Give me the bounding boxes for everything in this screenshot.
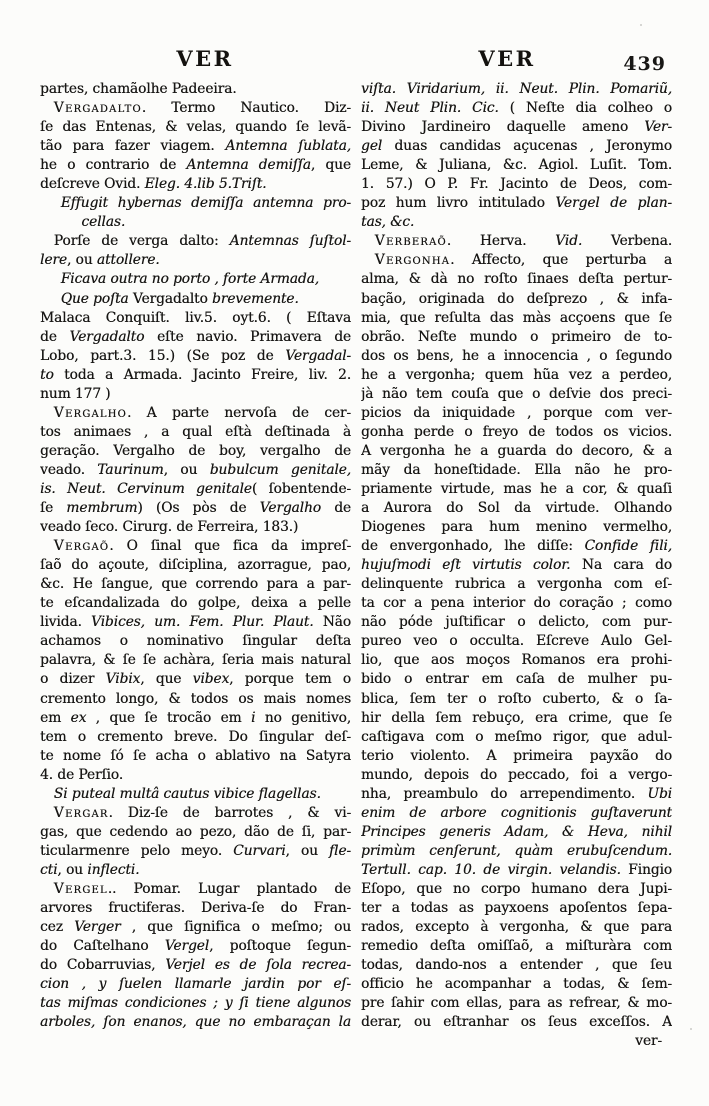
text-segment: Verjel es de ſola recrea- (165, 957, 351, 974)
text-line (40, 1013, 351, 1032)
text-line (361, 804, 672, 823)
text-segment: 1. 57.) O P. Fr. Jacinto de Deos, com- (361, 176, 672, 193)
text-line (40, 461, 351, 480)
text-segment: membrum (66, 500, 138, 517)
text-line (361, 594, 672, 613)
text-line (40, 366, 351, 385)
text-segment: Na cara do (570, 557, 672, 574)
text-segment: fle- (329, 842, 351, 859)
text-segment: cion , y ſuelen llamarle jardin por eſ- (40, 976, 351, 993)
text-segment: nha, preambulo do arrependimento. (361, 785, 648, 802)
text-line (40, 651, 351, 670)
text-segment: ta cor a pena interior do coração ; como (361, 595, 672, 612)
text-line (40, 328, 351, 347)
text-line (361, 423, 672, 442)
text-line (361, 461, 672, 480)
text-segment: Antemnas ſuſtol- (229, 233, 351, 250)
text-segment: Ficava outra no porto , forte Armada, (60, 271, 320, 288)
text-segment: em (40, 709, 71, 726)
text-line (40, 99, 351, 118)
text-segment: A vergonha he a guarda do decoro, & a (361, 442, 672, 459)
text-segment: no genitivo, (255, 709, 351, 726)
text-line (40, 290, 351, 309)
text-segment: poz hum livro intitulado (361, 195, 556, 212)
text-line (40, 918, 351, 937)
text-line (40, 766, 351, 785)
text-segment: livida. (40, 614, 91, 631)
text-line (361, 766, 672, 785)
text-line (40, 556, 351, 575)
text-segment: vibex (192, 671, 230, 688)
text-segment: Que poſta (60, 290, 133, 307)
text-segment: , poſtoque ſegun- (209, 938, 351, 955)
text-segment: . Diz-ſe de barrotes , & vi- (108, 804, 351, 821)
text-segment: brevemente. (211, 290, 299, 307)
text-segment: Malaca Conquiſt. liv.5. oyt.6. ( Eſtava (40, 309, 351, 326)
headword: Vergalho (53, 404, 127, 421)
text-segment: is. Neut. Cervinum genitale (40, 480, 252, 497)
text-line (361, 823, 672, 842)
text-segment: ii. Neut Plin. Cic. (361, 100, 499, 117)
text-segment: lio, que aos moços Romanos era prohi- (361, 652, 672, 669)
text-segment: ſe (40, 500, 67, 517)
left-column (40, 80, 351, 1051)
text-segment: derar, ou eſtranhar os ſeus exceſſos. A (361, 1014, 672, 1031)
text-segment: terio violento. A primeira payxão do (361, 747, 672, 764)
headword: Vergadalto (53, 100, 142, 117)
text-line (361, 937, 672, 956)
text-segment: arvores fructiferas. Deriva-ſe do Fran- (40, 900, 351, 917)
text-line (361, 842, 672, 861)
text-line (361, 480, 672, 499)
text-segment: Vibices, um. Fem. Plur. Plaut. (90, 614, 314, 631)
text-line (361, 632, 672, 651)
text-line (361, 518, 672, 537)
text-line (40, 785, 351, 804)
text-segment: ex (70, 709, 87, 726)
text-segment: blica, ſem ter o roſto cuberto, & o ſa- (361, 690, 672, 707)
text-line (361, 328, 672, 347)
text-segment: he o contrario de (40, 157, 187, 174)
text-segment: de envergonhado, lhe diſſe: (361, 538, 585, 555)
text-segment: Eleg. 4.lib 5.Triſt. (144, 176, 267, 193)
text-segment: cremento longo, & todos os mais nomes (40, 690, 351, 707)
text-segment: . Herva. (446, 233, 556, 250)
text-line (40, 442, 351, 461)
text-segment: Porſe de verga dalto: (53, 233, 230, 250)
text-segment: , ou (285, 842, 330, 859)
text-segment: attollere. (96, 252, 160, 269)
running-title-left: VER (176, 46, 234, 71)
text-line (40, 613, 351, 632)
text-segment: ter a todas as payxoens apoſentos ſepa- (361, 900, 672, 917)
text-segment: hujuſmodi eſt virtutis color. (361, 557, 571, 574)
text-segment: veado ſeco. Cirurg. de Ferreira, 183.) (40, 519, 299, 536)
text-segment: cellas. (81, 214, 126, 231)
headword: Vergar (53, 804, 109, 821)
text-line (361, 880, 672, 899)
text-segment: cez (40, 919, 75, 936)
text-line (361, 861, 672, 880)
text-line (40, 975, 351, 994)
text-line (40, 937, 351, 956)
text-line (361, 99, 672, 118)
text-line (361, 975, 672, 994)
text-line (40, 480, 351, 499)
text-segment: Divino Jardineiro daquelle ameno (361, 119, 645, 136)
text-line (40, 842, 351, 861)
text-line (40, 956, 351, 975)
text-line (361, 347, 672, 366)
text-segment: mia, que reſulta das màs acçoens que ſe (361, 309, 672, 326)
text-segment: bido o entrar em caſa de mulher pu- (361, 671, 672, 688)
headword: Vergel (53, 880, 108, 897)
text-segment: . A parte nervoſa de cer- (126, 404, 351, 421)
text-line (361, 728, 672, 747)
text-segment: te nome ſó ſe acha o ablativo na Satyra (40, 747, 351, 764)
headword: Verberaõ (374, 233, 447, 250)
text-line (361, 290, 672, 309)
text-line (40, 670, 351, 689)
text-segment: achamos o nominativo ſingular deſta (40, 633, 351, 650)
text-segment: . O ſinal que fica da impreſ- (109, 538, 351, 555)
text-segment: do Caſtelhano (40, 938, 165, 955)
text-line (40, 804, 351, 823)
text-segment: todas, dando-nos a entender , que ſeu (361, 957, 672, 974)
text-segment: Vergel de plan- (555, 195, 672, 212)
catchword (361, 1032, 672, 1051)
text-segment: delinquente rubrica a vergonha com eſ- (361, 576, 672, 593)
text-segment: , que (140, 671, 193, 688)
text-line (40, 175, 351, 194)
scan-speck (228, 90, 230, 92)
text-line (361, 747, 672, 766)
text-segment: pureo veo o occulta. Eſcreve Aulo Gel- (361, 633, 672, 650)
text-line (40, 194, 351, 213)
text-segment: mãy da honeſtidade. Ella não he pro- (361, 461, 672, 478)
text-segment: , porque tem o (229, 671, 351, 688)
text-segment: . Termo Nautico. Diz- (141, 100, 351, 117)
text-line (361, 499, 672, 518)
text-segment: o dizer (40, 671, 106, 688)
text-segment: geração. Vergalho de boy, vergalho de (40, 442, 351, 459)
text-segment: enim de arbore cognitionis guſtaverunt (361, 804, 672, 821)
text-segment: hir della ſem rebuço, era crime, que ſe (361, 709, 672, 726)
text-segment: jà não tem couſa que o deſvie dos preci- (361, 385, 672, 402)
text-line (40, 499, 351, 518)
text-segment: Vergel (164, 938, 210, 955)
text-segment: num 177 ) (40, 385, 111, 402)
text-segment: ( Neſte dia colheo o (498, 100, 672, 117)
text-segment: tas, &c. (361, 214, 415, 231)
text-segment: Vergadal- (285, 347, 351, 364)
headword: Vergonha (374, 252, 451, 269)
text-segment: , que ſignifica o meſmo; ou (120, 919, 351, 936)
text-line (361, 785, 672, 804)
text-line (40, 632, 351, 651)
text-line (40, 594, 351, 613)
text-segment: Eſopo, que no corpo humano dera Jupi- (361, 880, 672, 897)
text-line (40, 994, 351, 1013)
text-segment: ( ſobentende- (251, 480, 351, 497)
text-segment: dos os bens, he a innocencia , o ſegundo (361, 347, 672, 364)
text-segment: cti (40, 861, 58, 878)
text-line (361, 994, 672, 1013)
text-segment: .. Pomar. Lugar plantado de (107, 880, 351, 897)
text-line (40, 575, 351, 594)
text-segment: Diogenes para hum menino vermelho, (361, 519, 672, 536)
right-column (361, 80, 672, 1051)
text-segment: ſaõ do açoute, diſciplina, azorrague, pao, (40, 557, 351, 574)
text-line (40, 709, 351, 728)
text-line (40, 747, 351, 766)
text-line (40, 270, 351, 289)
text-segment: Lobo, part.3. 15.) (Se poz de (40, 347, 286, 364)
text-line (40, 404, 351, 423)
text-line (361, 956, 672, 975)
text-segment: viſta. Viridarium, ii. Neut. Plin. Pomariũ, (361, 81, 672, 97)
text-segment: ſe das Entenas, & velas, quando ſe levã- (40, 119, 351, 136)
text-line (361, 690, 672, 709)
text-segment: Verger (74, 919, 121, 936)
text-segment: gas, que cedendo ao pezo, dão de ſi, par- (40, 823, 351, 840)
text-segment: , ou (66, 252, 97, 269)
text-segment: ) (Os pòs de (137, 500, 260, 517)
text-line (40, 213, 351, 232)
text-line (40, 728, 351, 747)
text-segment: obrão. Neſte mundo o primeiro de to- (361, 328, 672, 345)
text-segment: Vergadalto (69, 328, 145, 345)
text-line (40, 423, 351, 442)
text-segment: gonha perde o freyo de todos os vicios. (361, 423, 672, 440)
text-segment: , ou (57, 861, 88, 878)
text-segment: Leme, & Juliana, &c. Agiol. Luſit. Tom. (361, 157, 672, 174)
text-line (361, 651, 672, 670)
text-line (361, 366, 672, 385)
text-segment: picios da iniquidade , porque com ver- (361, 404, 672, 421)
text-segment: caſtigava com o meſmo rigor, que adul- (361, 728, 672, 745)
text-segment: 4. de Perſio. (40, 766, 124, 783)
text-segment: remedio deſta omiſſaõ, a miſturàra com (361, 938, 672, 955)
text-line (361, 137, 672, 156)
text-line (40, 347, 351, 366)
text-line (40, 690, 351, 709)
text-segment: mundo, depois do peccado, foi a vergo- (361, 766, 672, 783)
text-segment: Vergalho (259, 500, 321, 517)
scan-speck (640, 24, 642, 26)
text-segment: pre ſahir com ellas, para as refrear, & mo- (361, 995, 672, 1012)
text-line (361, 251, 672, 270)
text-line (40, 899, 351, 918)
text-segment: Curvari (233, 842, 286, 859)
text-segment: ver- (635, 1033, 662, 1050)
text-line (361, 613, 672, 632)
text-line (361, 575, 672, 594)
text-segment: Effugit hybernas demiſſa antemna pro- (60, 195, 351, 212)
text-segment: eſte navio. Primavera de (144, 328, 351, 345)
text-segment: Vibix (105, 671, 141, 688)
text-segment: to (40, 366, 65, 383)
text-line (40, 156, 351, 175)
text-segment: alma, & dà no roſto ſinaes deſta pertur- (361, 271, 672, 288)
text-line (361, 213, 672, 232)
text-line (361, 404, 672, 423)
text-segment: Não (313, 614, 351, 631)
text-segment: partes, chamãolhe Padeeira. (40, 81, 237, 97)
text-line (361, 309, 672, 328)
text-segment: , que (310, 157, 351, 174)
text-segment: Confide fili, (584, 538, 672, 555)
text-segment: te eſcandalizada do golpe, deixa a pelle (40, 595, 351, 612)
text-segment: . Affecto, que perturba a (450, 252, 672, 269)
text-segment: deſcreve Ovid. (40, 176, 145, 193)
text-line (40, 537, 351, 556)
text-line (40, 232, 351, 251)
headword: Vergaõ (53, 538, 110, 555)
text-line (361, 1013, 672, 1032)
text-segment: rados, excepto à vergonha, & que para (361, 919, 672, 936)
text-line (361, 556, 672, 575)
text-segment: , ou (163, 461, 210, 478)
text-segment: toda a Armada. Jacinto Freire, liv. 2. (64, 366, 351, 383)
scan-speck (690, 1028, 692, 1030)
text-segment: bação, originada do deſprezo , & infa- (361, 290, 672, 307)
text-line (361, 918, 672, 937)
text-line (361, 537, 672, 556)
text-segment: gel (361, 138, 383, 155)
text-segment: do Cobarruvias, (40, 957, 166, 974)
text-line (40, 861, 351, 880)
text-segment: Vergadalto (132, 290, 212, 307)
text-segment: &c. He ſangue, que correndo para a par- (40, 576, 351, 593)
text-segment: de (40, 328, 70, 345)
text-segment: Ubi (647, 785, 672, 802)
text-segment: tem o cremento breve. Do ſingular deſ- (40, 728, 351, 745)
text-line (361, 80, 672, 99)
running-title-right: VER (478, 46, 536, 71)
text-segment: não póde juſtificar o delicto, com pur- (361, 614, 672, 631)
text-segment: tão para fazer viagem. (40, 138, 226, 155)
text-segment: veado. (40, 461, 98, 478)
text-segment: inflecti. (87, 861, 140, 878)
text-line (40, 823, 351, 842)
text-line (40, 880, 351, 899)
text-line (40, 518, 351, 537)
text-segment: officio he acompanhar a todas, & ſem- (361, 976, 672, 993)
text-segment: Antemna demiſſa (186, 157, 311, 174)
text-segment: duas candidas açucenas , Jeronymo (382, 138, 672, 155)
text-segment: palavra, & ſe ſe achàra, ſeria mais natural (40, 652, 351, 669)
text-segment: Si puteal multâ cautus vibice flagellas. (53, 785, 321, 802)
text-line (361, 156, 672, 175)
text-segment: lere (40, 252, 67, 269)
text-segment: Principes generis Adam, & Heva, nihil (361, 823, 672, 840)
text-segment: Verbena. (582, 233, 672, 250)
text-segment: Ver- (644, 119, 672, 136)
text-line (361, 709, 672, 728)
text-segment: Vid. (555, 233, 583, 250)
text-columns (40, 80, 672, 1051)
text-segment: priamente virtude, mas he a cor, & quaſi (361, 480, 672, 497)
text-segment: Fingio (620, 861, 672, 878)
text-line (361, 670, 672, 689)
text-segment: Tertull. cap. 10. de virgin. velandis. (361, 861, 621, 878)
text-line (361, 232, 672, 251)
text-segment: de (320, 500, 351, 517)
text-line (361, 442, 672, 461)
text-segment: arboles, ſon enanos, que no embaraçan la (40, 1014, 351, 1031)
text-line (40, 80, 351, 99)
text-segment: tas miſmas condiciones ; y ſi tiene algunos (40, 995, 351, 1012)
page-number: 439 (623, 53, 666, 75)
text-segment: i (250, 709, 256, 726)
text-segment: bubulcum genitale, (209, 461, 351, 478)
text-segment: ticularmenre pelo meyo. (40, 842, 234, 859)
text-line (40, 251, 351, 270)
text-line (361, 194, 672, 213)
text-segment: he a vergonha; quem hũa vez a perdeo, (361, 366, 672, 383)
text-segment: tos animaes , a qual eſtà deſtinada à (40, 423, 351, 440)
text-line (40, 137, 351, 156)
text-line (40, 309, 351, 328)
text-segment: Antemna ſublata, (225, 138, 351, 155)
text-line (40, 118, 351, 137)
text-segment: primùm cenſerunt, quàm erubuſcendum. (361, 842, 672, 859)
text-segment: Taurinum (97, 461, 164, 478)
text-line (361, 118, 672, 137)
text-segment: a Aurora do Sol da virtude. Olhando (361, 500, 672, 517)
text-line (361, 385, 672, 404)
text-segment: , que ſe trocão em (86, 709, 251, 726)
text-line (40, 385, 351, 404)
text-line (361, 899, 672, 918)
text-line (361, 175, 672, 194)
text-line (361, 270, 672, 289)
